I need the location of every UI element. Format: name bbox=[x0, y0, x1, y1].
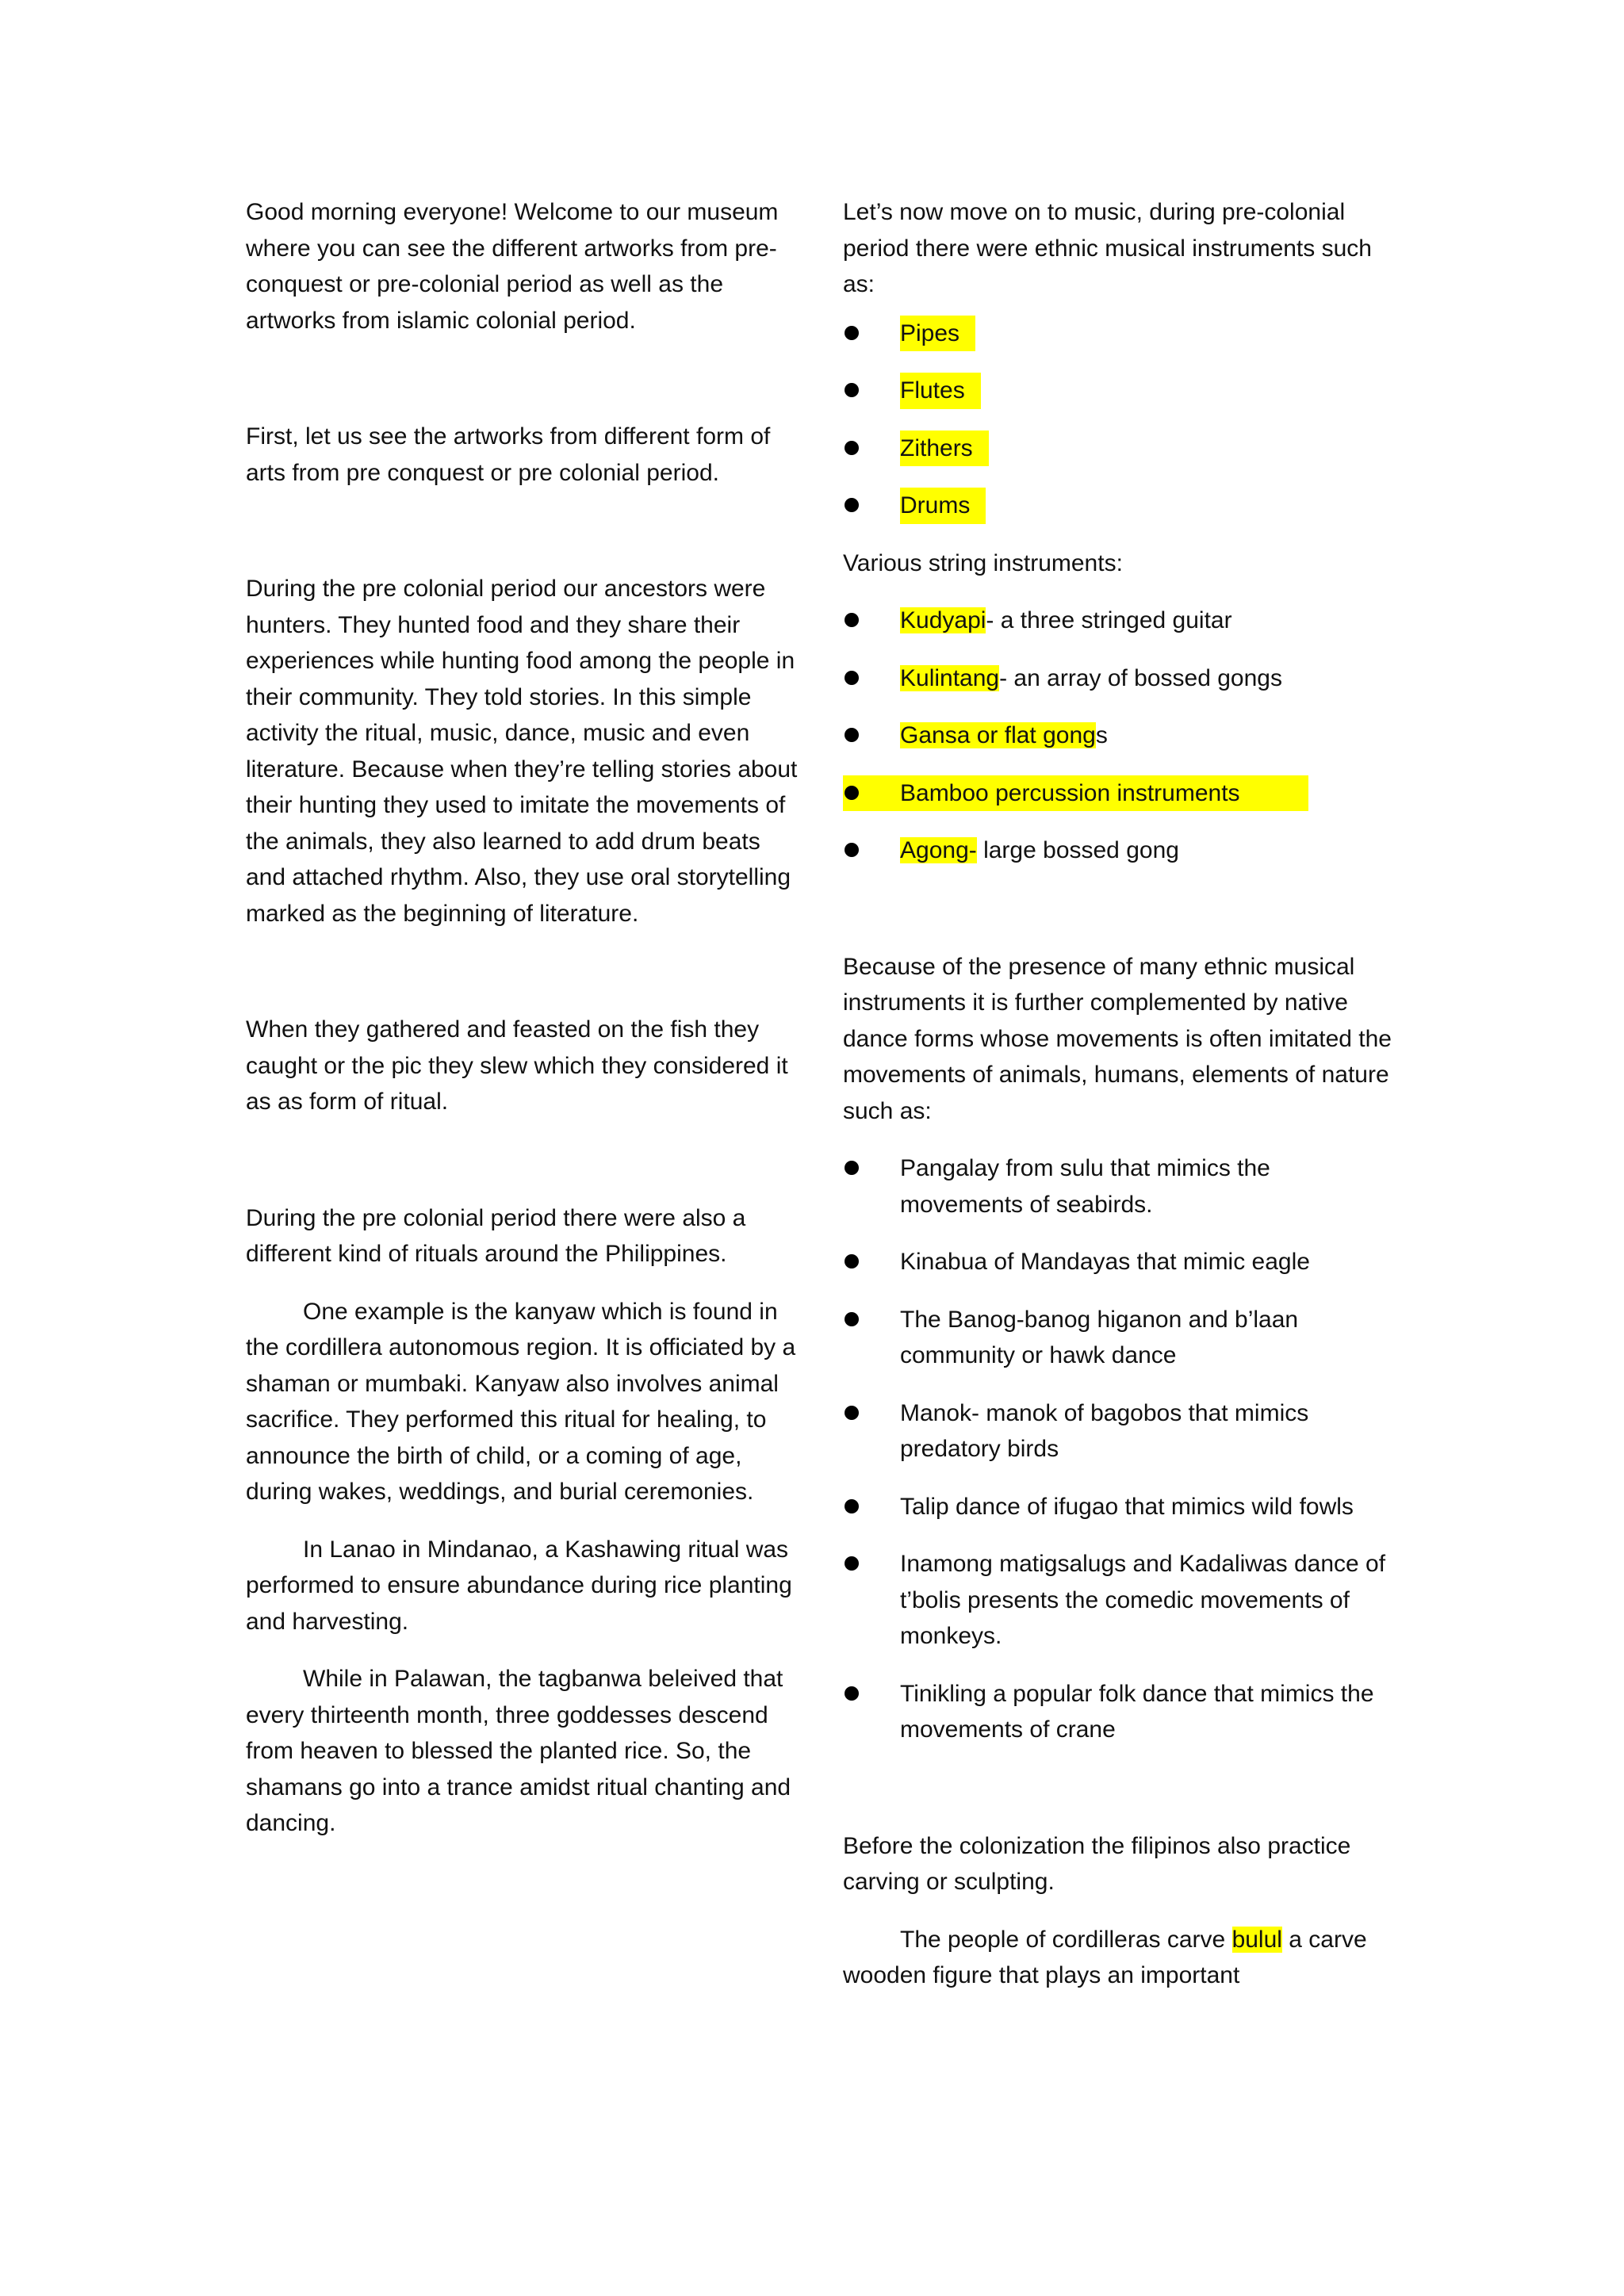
highlighted-term: Gansa or flat gong bbox=[900, 722, 1096, 748]
bullet-icon bbox=[845, 1686, 859, 1701]
kashawing-paragraph: In Lanao in Mindanao, a Kashawing ritual was performed to ensure abundance during rice planting and harvesting. bbox=[246, 1536, 792, 1635]
tagbanwa-paragraph: While in Palawan, the tagbanwa beleived that every thirteenth month, three goddesses descend from heaven to blessed the planted rice. So, the shamans go into a trance amidst ritual chanting and dancing. bbox=[246, 1666, 791, 1836]
list-item bbox=[843, 1302, 1398, 1374]
bulul-highlight: bulul bbox=[1231, 1926, 1282, 1953]
instrument-label: Drums bbox=[900, 488, 986, 524]
list-item bbox=[843, 603, 1398, 639]
list-item bbox=[843, 373, 1398, 409]
bullet-icon bbox=[845, 498, 859, 512]
bullet-icon bbox=[845, 843, 859, 857]
string-instruments-heading: Various string instruments: bbox=[843, 549, 1123, 576]
bullet-icon bbox=[845, 1406, 859, 1420]
list-item bbox=[843, 1546, 1398, 1655]
bullet-icon bbox=[845, 1556, 859, 1571]
feast-ritual-paragraph: When they gathered and feasted on the fish they caught or the pic they slew which they considered it as as form of ritual. bbox=[246, 1016, 788, 1115]
instrument-label: Pipes bbox=[900, 316, 975, 352]
list-item bbox=[843, 832, 1398, 869]
highlighted-term: Kudyapi bbox=[900, 607, 986, 633]
bulul-paragraph bbox=[843, 1922, 1398, 1994]
bulul-text-before: The people of cordilleras carve bbox=[900, 1926, 1232, 1953]
dance-description: Tinikling a popular folk dance that mimics the movements of crane bbox=[900, 1680, 1374, 1743]
pre-colonial-intro-paragraph: First, let us see the artworks from different form of arts from pre conquest or pre colonial period. bbox=[246, 423, 771, 486]
bullet-icon bbox=[845, 1312, 859, 1326]
list-item bbox=[843, 1489, 1398, 1525]
list-item bbox=[843, 1244, 1398, 1280]
bullet-icon bbox=[845, 613, 859, 627]
instrument-label: Flutes bbox=[900, 373, 981, 409]
welcome-paragraph: Good morning everyone! Welcome to our museum where you can see the different artworks from pre-conquest or pre-colonial period as well as the artworks from islamic colonial period. bbox=[246, 199, 779, 334]
highlighted-term: Agong- bbox=[900, 837, 977, 863]
list-item bbox=[843, 660, 1398, 697]
dance-description: Talip dance of ifugao that mimics wild fowls bbox=[900, 1493, 1354, 1520]
bullet-icon bbox=[845, 786, 859, 800]
list-item bbox=[843, 1395, 1398, 1468]
music-intro-paragraph: Let’s now move on to music, during pre-colonial period there were ethnic musical instruments such as: bbox=[843, 199, 1372, 297]
term-description: - a three stringed guitar bbox=[986, 607, 1232, 633]
string-instrument-list bbox=[843, 603, 1398, 869]
list-item bbox=[843, 718, 1398, 754]
bullet-icon bbox=[845, 326, 859, 340]
dance-description: Manok- manok of bagobos that mimics predatory birds bbox=[900, 1399, 1309, 1462]
list-item bbox=[843, 430, 1398, 467]
right-column bbox=[843, 194, 1398, 1994]
list-item bbox=[843, 1150, 1398, 1223]
bullet-icon bbox=[845, 383, 859, 397]
list-item bbox=[843, 775, 1308, 812]
dance-intro-paragraph: Because of the presence of many ethnic musical instruments it is further complemented by native dance forms whose movements is often imitated the movements of animals, humans, elements of nature such as: bbox=[843, 953, 1392, 1124]
instrument-label: Zithers bbox=[900, 430, 989, 467]
hunters-paragraph: During the pre colonial period our ancestors were hunters. They hunted food and they share their experiences while hunting food among the people in their community. They told stories. In this simple activity the ritual, music, dance, music and even literature. Because when they’re telling stories about their hunting they used to imitate the movements of the animals, they also learned to add drum beats and attached rhythm. Also, they use oral storytelling marked as the beginning of literature. bbox=[246, 576, 798, 927]
dance-description: The Banog-banog higanon and b’laan community or hawk dance bbox=[900, 1306, 1299, 1368]
bullet-icon bbox=[845, 1254, 859, 1269]
bullet-icon bbox=[845, 441, 859, 455]
highlighted-term: Bamboo percussion instruments bbox=[900, 779, 1240, 806]
instrument-list bbox=[843, 316, 1398, 524]
bullet-icon bbox=[845, 671, 859, 685]
dance-list bbox=[843, 1150, 1398, 1748]
dance-description: Pangalay from sulu that mimics the movements of seabirds. bbox=[900, 1155, 1270, 1218]
kanyaw-paragraph: One example is the kanyaw which is found in the cordillera autonomous region. It is officiated by a shaman or mumbaki. Kanyaw also involves animal sacrifice. They performed this ritual for healing, to announce the birth of child, or a coming of age, during wakes, weddings, and burial ceremonies. bbox=[246, 1298, 796, 1505]
bullet-icon bbox=[845, 728, 859, 742]
rituals-paragraph: During the pre colonial period there were also a different kind of rituals around the Philippines. bbox=[246, 1204, 746, 1267]
term-description: - an array of bossed gongs bbox=[999, 664, 1282, 691]
list-item bbox=[843, 316, 1398, 352]
term-description: large bossed gong bbox=[976, 837, 1179, 863]
left-column bbox=[246, 194, 801, 1842]
highlighted-term: Kulintang bbox=[900, 664, 1000, 691]
dance-description: Inamong matigsalugs and Kadaliwas dance of t’bolis presents the comedic movements of monkeys. bbox=[900, 1551, 1386, 1649]
list-item bbox=[843, 1676, 1398, 1748]
list-item bbox=[843, 488, 1398, 524]
term-description: s bbox=[1095, 722, 1108, 748]
bulul-text-after: a carve wooden figure that plays an important bbox=[843, 1926, 1367, 1988]
bullet-icon bbox=[845, 1499, 859, 1513]
dance-description: Kinabua of Mandayas that mimic eagle bbox=[900, 1249, 1310, 1275]
bullet-icon bbox=[845, 1161, 859, 1175]
carving-intro-paragraph: Before the colonization the filipinos also practice carving or sculpting. bbox=[843, 1832, 1351, 1895]
